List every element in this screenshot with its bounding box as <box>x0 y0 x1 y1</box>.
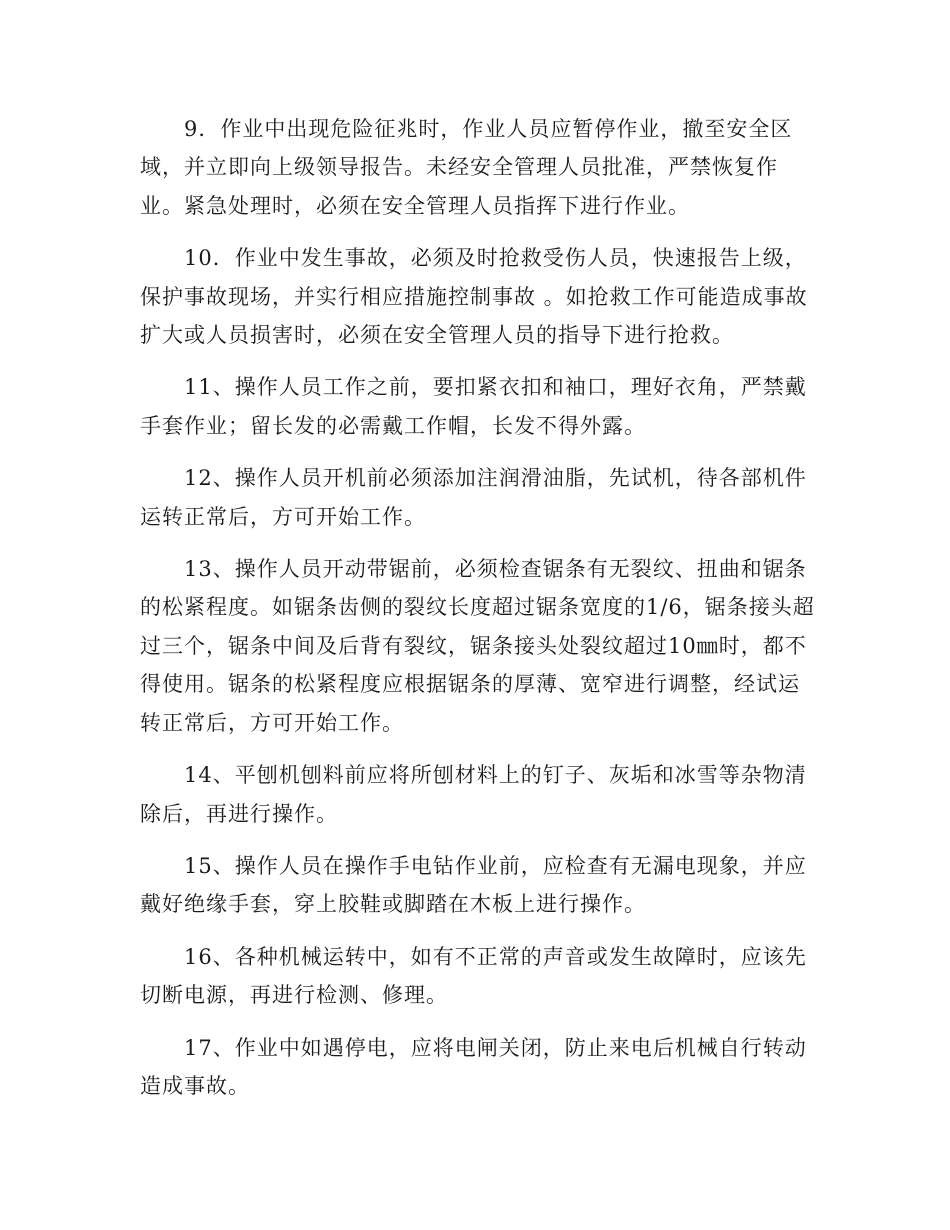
paragraph-item-13 <box>140 550 815 742</box>
paragraph-line: 10．作业中发生事故，必须及时抢救受伤人员，快速报告上级， <box>184 246 807 271</box>
paragraph-item-17 <box>140 1029 812 1106</box>
paragraph-line: 11、操作人员工作之前，要扣紧衣扣和袖口，理好衣角，严禁戴 <box>184 375 807 400</box>
paragraph-line: 9．作业中出现危险征兆时，作业人员应暂停作业，撤至安全区 <box>184 117 793 141</box>
paragraph-line: 15、操作人员在操作手电钻作业前，应检查有无漏电现象，并应 <box>184 853 807 878</box>
paragraph-line: 13、操作人员开动带锯前，必须检查锯条有无裂纹、扭曲和锯条 <box>184 557 807 582</box>
paragraph-line: 12、操作人员开机前必须添加注润滑油脂，先试机，待各部机件 <box>184 466 807 491</box>
paragraph-line: 域，并立即向上级领导报告。未经安全管理人员批准，严禁恢复作 <box>140 155 778 180</box>
paragraph-line: 得使用。锯条的松紧程度应根据锯条的厚薄、宽窄进行调整，经试运 <box>140 672 800 697</box>
paragraph-line: 切断电源，再进行检测、修理。 <box>140 983 448 1008</box>
paragraph-line: 业。紧急处理时，必须在安全管理人员指挥下进行作业。 <box>140 193 690 218</box>
paragraph-line: 扩大或人员损害时，必须在安全管理人员的指导下进行抢救。 <box>140 323 734 348</box>
paragraph-line: 戴好绝缘手套，穿上胶鞋或脚踏在木板上进行操作。 <box>140 892 646 917</box>
paragraph-line: 手套作业；留长发的必需戴工作帽，长发不得外露。 <box>140 413 646 438</box>
paragraph-line: 除后，再进行操作。 <box>140 801 338 826</box>
paragraph-item-10 <box>140 239 812 354</box>
paragraph-line: 运转正常后，方可开始工作。 <box>140 504 426 529</box>
paragraph-line: 的松紧程度。如锯条齿侧的裂纹长度超过锯条宽度的1/6，锯条接头超 <box>140 595 815 620</box>
paragraph-line: 16、各种机械运转中，如有不正常的声音或发生故障时，应该先 <box>184 944 807 969</box>
document-body <box>140 110 815 1119</box>
paragraph-item-14 <box>140 756 812 833</box>
paragraph-line: 保护事故现场，并实行相应措施控制事故 。如抢救工作可能造成事故 <box>140 284 808 309</box>
paragraph-item-15 <box>140 847 812 924</box>
paragraph-line: 14、平刨机刨料前应将所刨材料上的钉子、灰垢和冰雪等杂物清 <box>184 763 807 788</box>
paragraph-line: 转正常后，方可开始工作。 <box>140 710 404 735</box>
paragraph-line: 17、作业中如遇停电，应将电闸关闭，防止来电后机械自行转动 <box>184 1035 807 1060</box>
paragraph-line: 过三个，锯条中间及后背有裂纹，锯条接头处裂纹超过10㎜时，都不 <box>140 633 807 658</box>
paragraph-item-11 <box>140 368 812 445</box>
paragraph-line: 造成事故。 <box>140 1073 250 1098</box>
paragraph-item-12 <box>140 459 812 536</box>
paragraph-item-16 <box>140 938 812 1015</box>
paragraph-item-9 <box>140 110 812 225</box>
